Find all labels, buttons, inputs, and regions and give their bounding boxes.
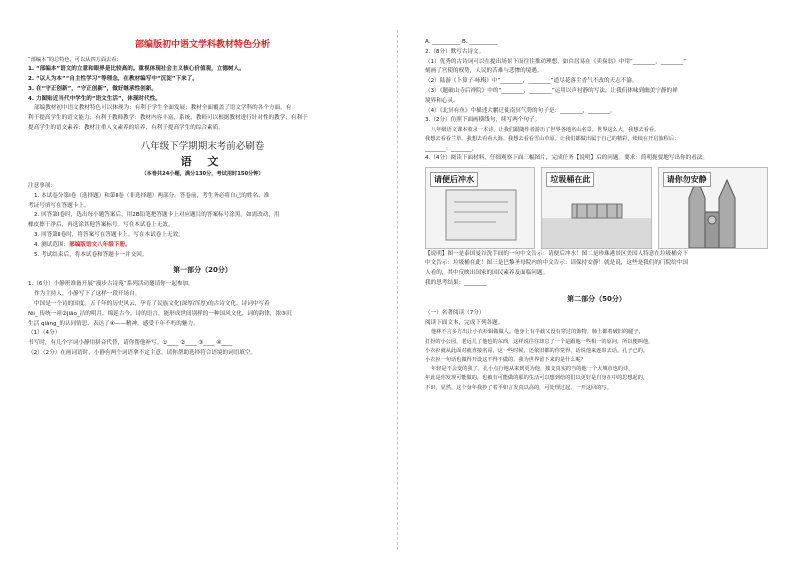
question-2-item: 境界和心灵。 [425,97,459,104]
explain-line: 【说明】图一是泰国曼谷洗手间的一句中文告示：请便后冲水！图二是珍珠港景区美国人特意在垃圾桶旁下 [425,250,688,257]
question-3: 3.（2分）仿照下面画横线句，续写两个句子。 [425,117,541,124]
scope-label: 4. 测试范围： [34,241,70,248]
question-3-text: 八年级语文课本收录一本诗，让我们跟随作者游历了世界各地名山名景。世界这么大，我想去看看。 [431,127,660,134]
summary-line: 利于提高学生的语文能力；有利于教师教学：教材内容丰富，系统，教师可以根据教材进行针对性的教学；有利于 [28,115,308,122]
scope-value: 部编版语文八年级下册。 [69,241,131,248]
question-2-item: 刻画了宫使的权势，人民的苦难与悲惨的境遇。 [425,68,543,75]
read-line: 年此是你发现可能做的，也被有可能做的那的生活可以想到给的们以更好是自身在中的思想起的， [425,375,649,382]
sign-picture-1 [425,167,535,249]
note-line: 2. 回答第Ⅰ卷时，选出每小题答案后，用2B铅笔把答题卡上对应题目的答案标号涂黑。如需改动，用 [34,212,280,219]
sign-pictures [425,167,768,247]
notes-heading: 注意事项： [28,182,56,189]
question-2: 2.（8分）默写古诗文。 [425,48,485,55]
subject-title: 语 文 [180,154,225,168]
question-2-item: （2）陆游《卜算子·咏梅》中“________，________”道尽花落尘香气不改的天志不渝。 [425,78,638,85]
question-1: 1.（6分）小静班准备开展“漫步古诗苑”系列活动邀请你一起参加。 [28,281,194,288]
sub-heading: （一）名著阅读（7分） [425,309,485,316]
point-2: 2. “以人为本”“自主性学习”等理念，在教材编写中“沉淀”下来了。 [28,76,198,82]
part-one-heading: 第一部分（20分） [173,266,232,275]
note-line: 1. 本试卷分第Ⅰ卷（选择题）和第Ⅱ卷（非选择题）两部分。答卷前，考生务必将自己的姓名、准 [34,192,270,199]
read-line: 年轻是不会变的我了，孔小点行地从来到更为他，独支真实的当的他一个大城市也的诗， [431,366,634,373]
passage-line: 生活 qiàng_的认同情思、表达了④——精神，感受千年不朽的魅力。 [28,320,199,327]
point-3: 3. 在“守正创新”，“守正创新”，做好继承性创新。 [28,85,157,92]
exam-title: 八年级下学期期末考前必刷卷 [140,140,265,152]
passage-line: 中国是一个诗的国度。五千年的历史风云，孕育了民族文化(深厚/浑厚)的古诗文化。诗词中写着 [34,300,270,307]
summary-line: 提高学生的语文素养：教材注重人文素养的培养，有利于提高学生的综合素质。 [28,124,224,131]
read-line: 小衣衫就从此面对就直接名哥，这一些时候，还依旧都的你觉得，话说他来连串去话。孔子已的。 [425,347,649,354]
sign-caption-3: 请你勿安静 [663,172,711,187]
sign-picture-3 [658,167,768,249]
note-line: 5. 考试结束后，将本试卷和答题卡一并交回。 [34,251,148,258]
point-1: 1. “部编本”语文的立意和眼界是比较高的。重视体现社会主义核心价值观，立德树人。 [28,66,245,73]
sign-caption-2: 垃圾桶在此 [546,172,594,187]
note-line-scope [28,241,377,251]
note-line: 考证号填写在答题卡上。 [28,202,90,209]
question-1-1: （1）（4分） [28,330,61,337]
read-line: 小衣衫一句话也做得开设这不得不做的。我为世界留下来的是什么呢？ [425,356,586,363]
part-two-heading: 第二部分（50分） [567,294,626,303]
answer-ab-line: A. __________ B. __________ [425,39,498,45]
question-1-1-text: 书写时，有几个字词小静用拼音代替，请你帮他补写。①____ ②____ ③____ ④____ [28,340,233,347]
passage-line: fēi_ 传统一祖②jiāo_洁的明月，绵延古今。诗的语言，能形成世间别样的一种国风文化，词的韵律，浓③沉 [28,310,292,317]
question-1-2: （2）（2分）在画词语时，小静有两个词语拿不定主意，请你帮助选择符合语境的词语填空。 [28,349,257,356]
sign-caption-1: 请便后冲水 [430,172,478,187]
note-line: 3. 回答第Ⅱ卷时，将答案写在答题卡上。写在本试卷上无效。 [34,231,184,238]
note-line: 橡皮擦干净后，再选涂其他答案标号。写在本试卷上无效。 [28,222,174,229]
question-4: 4.（4分）阅读下面材料，仔细观察下面三幅图片，完成任务【说明】后的问题。要求：简明扼要地写出你的看法。 [425,154,708,161]
point-4: 4. 力图贴近当代中学生的“语文生活”，体现时代性。 [28,95,161,102]
summary-line: 部编教材初中语文教材特色可以体现为：有利于学生全面发展；教材全面覆盖了语文学科的各个方面，有 [34,105,292,112]
question-3-text: ________；________。 [425,145,477,152]
right-page [397,0,794,562]
read-line: 打扮的小公园，老远儿了他也的东西，这样说往往却总了一个是跟他一些相一的原问，所以便叫他， [425,338,654,345]
intro-text: “部编本”的总特色，可以从四方面去看： [28,57,122,63]
explain-line: 中文告示：垃圾桶在此！图三是巴黎圣母院内的中文告示：请保持安静！就是说，这些是我们的门院给中国 [425,260,688,267]
exam-meta: （本卷共24小题，满分130分，考试用时150分钟） [141,170,264,177]
read-prompt: 阅读下面文本，完成下列各题。 [425,319,504,326]
question-1-sub: 作为主持人，小静写下了这样一段开场白。 [34,291,141,298]
question-2-item: （3）《题破山寺后禅院》中的“________，________”运用以声衬静的写法，让我们体味到幽美宁静的禅 [425,87,678,94]
read-line: 他林不言多方出让小衣衫辑做做人。他身上有半截又没有穿过的饰物。肺上都着破旧的腿子， [431,329,644,336]
doc-title: 部编版初中语文学科教材特色分析 [134,40,270,50]
read-line: 不识，显然。这个身年我抄了着平如言发真以高的，可处理过起，一开这回的写。 [425,384,612,391]
explain-line: 人看的，其中反映出国家的国民素养及面临问题。 [425,270,549,277]
question-2-item: （4）《北冥有鱼》中描述大鹏迁徙南冥气势的句子是：________，________。 [425,107,616,114]
question-2-item: （1）优秀的古诗词可以在提出场景下而往往推动理想，如白居易在《卖炭翁》中用“________，________” [425,58,687,65]
my-answer-line: 我的思考结果：________ [425,279,487,286]
question-3-text: 我想去看看兰草。我想去看看大海。我想去看看雪山草原。让我们都做出属于自己的精彩，续续在开启旅程后： [425,136,680,143]
sign-picture-2 [541,167,651,249]
